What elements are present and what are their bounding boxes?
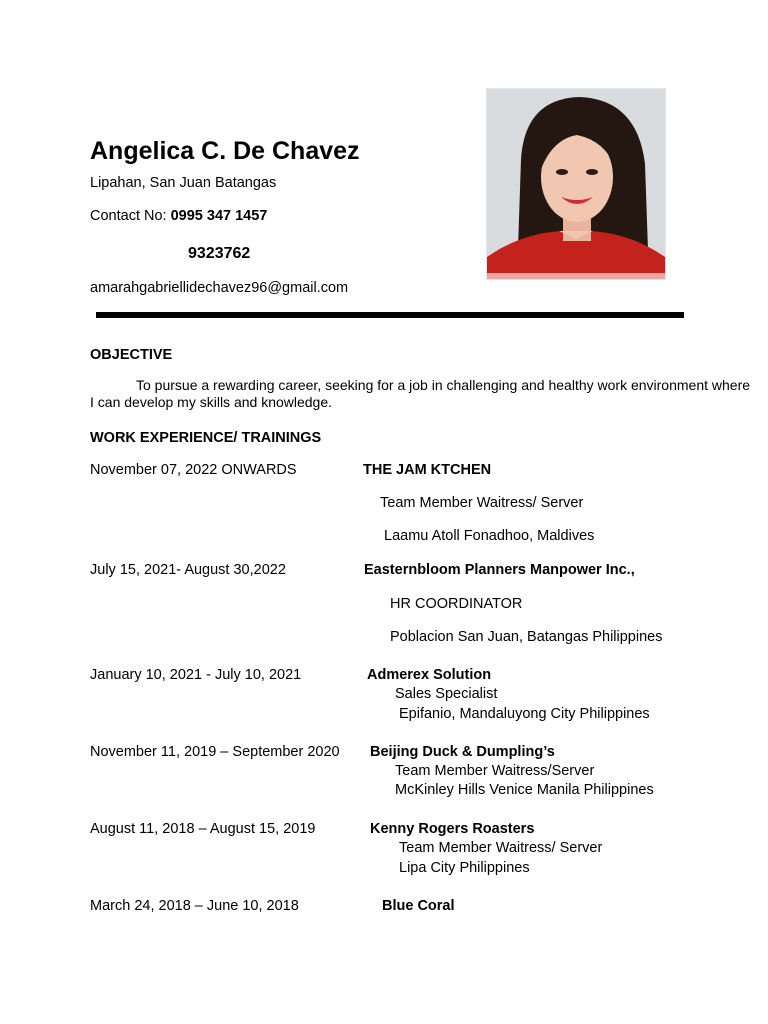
entry-dates: January 10, 2021 - July 10, 2021 <box>90 667 302 683</box>
entry-company: Easternbloom Planners Manpower Inc., <box>364 562 635 578</box>
profile-photo <box>486 88 666 280</box>
entry-location: Lipa City Philippines <box>399 860 530 876</box>
entry-role: Sales Specialist <box>395 686 498 702</box>
entry-role: Team Member Waitress/ Server <box>380 495 584 511</box>
entry-location: Epifanio, Mandaluyong City Philippines <box>399 706 650 722</box>
entry-location: McKinley Hills Venice Manila Philippines <box>395 782 654 798</box>
contact-number-2: 9323762 <box>188 245 251 262</box>
entry-location: Poblacion San Juan, Batangas Philippines <box>390 629 663 645</box>
entry-dates: July 15, 2021- August 30,2022 <box>90 562 286 578</box>
entry-dates: November 07, 2022 ONWARDS <box>90 462 297 478</box>
entry-location: Laamu Atoll Fonadhoo, Maldives <box>384 528 595 544</box>
contact-label: Contact No: <box>90 208 171 224</box>
objective-text: To pursue a rewarding career, seeking for a job in challenging and healthy work environment where I can develop my skills and knowledge. <box>90 377 751 410</box>
entry-company: THE JAM KTCHEN <box>363 462 492 478</box>
entry-company: Kenny Rogers Roasters <box>370 821 535 837</box>
contact-line <box>90 208 267 224</box>
entry-role: Team Member Waitress/ Server <box>399 840 603 856</box>
entry-dates: November 11, 2019 – September 2020 <box>90 744 340 760</box>
entry-company: Blue Coral <box>382 898 455 914</box>
entry-company: Admerex Solution <box>367 667 492 683</box>
entry-dates: March 24, 2018 – June 10, 2018 <box>90 898 299 914</box>
entry-role: HR COORDINATOR <box>390 596 523 612</box>
address: Lipahan, San Juan Batangas <box>90 175 277 191</box>
email: amarahgabriellidechavez96@gmail.com <box>90 280 349 296</box>
entry-role: Team Member Waitress/Server <box>395 763 595 779</box>
section-divider <box>96 312 684 318</box>
entry-dates: August 11, 2018 – August 15, 2019 <box>90 821 316 837</box>
entry-company: Beijing Duck & Dumpling’s <box>370 744 555 760</box>
portrait-image <box>487 89 665 279</box>
contact-number: 0995 347 1457 <box>170 208 268 224</box>
objective-heading: OBJECTIVE <box>90 347 173 363</box>
work-heading: WORK EXPERIENCE/ TRAININGS <box>90 430 322 446</box>
applicant-name: Angelica C. De Chavez <box>90 137 360 165</box>
